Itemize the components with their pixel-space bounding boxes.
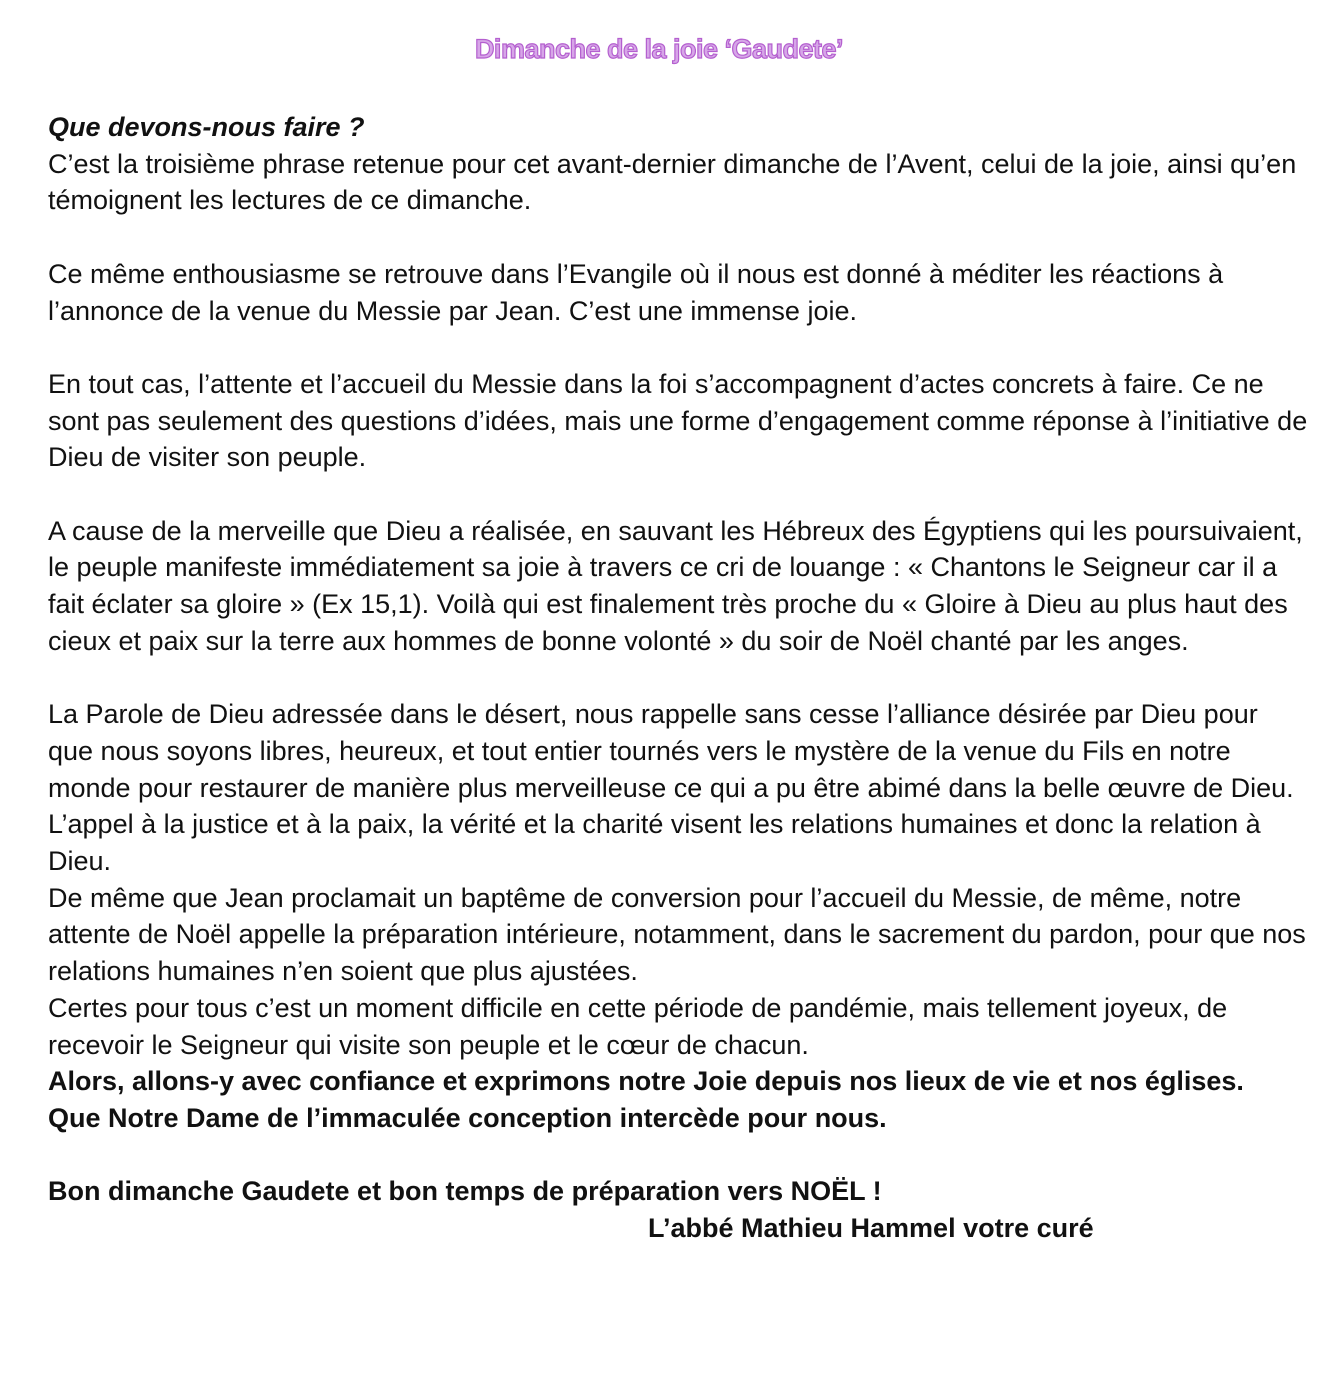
document-page [48, 30, 1310, 1247]
spacer [48, 1137, 1310, 1174]
paragraph-8: Certes pour tous c’est un moment difficile en cette période de pandémie, mais tellement joyeux, de recevoir le Seigneur qui visite son peuple et le cœur de chacun. [48, 992, 1228, 1060]
document-title: Dimanche de la joie ‘Gaudete’ [474, 34, 844, 64]
paragraph-1: C’est la troisième phrase retenue pour cet avant-dernier dimanche de l’Avent, celui de la joie, ainsi qu’en témoignent les lectures de ce dimanche. [48, 148, 1297, 216]
signature: L’abbé Mathieu Hammel votre curé [648, 1213, 1094, 1244]
paragraph-3: En tout cas, l’attente et l’accueil du Messie dans la foi s’accompagnent d’actes concrets à faire. Ce ne sont pas seulement des questions d’idées, mais une forme d’engagement comme réponse à l’initiative de Dieu de visiter son peuple. [48, 368, 1308, 473]
paragraph-2: Ce même enthousiasme se retrouve dans l’Evangile où il nous est donné à méditer les réactions à l’annonce de la venue du Messie par Jean. C’est une immense joie. [48, 258, 1224, 326]
spacer [48, 219, 1310, 256]
paragraph-7: De même que Jean proclamait un baptême de conversion pour l’accueil du Messie, de même, notre attente de Noël appelle la préparation intérieure, notamment, dans le sacrement du pardon, pour que nos relations humaines n’en soient que plus ajustées. [48, 882, 1306, 987]
question-heading: Que devons-nous faire ? [48, 112, 365, 142]
spacer [48, 476, 1310, 513]
paragraph-5: La Parole de Dieu adressée dans le désert, nous rappelle sans cesse l’alliance désirée par Dieu pour que nous soyons libres, heureux, et tout entier tournés vers le mystère de la venue du Fils en notre monde pour restaurer de manière plus merveilleuse ce qui a pu être abimé dans la belle œuvre de Dieu. [48, 699, 1294, 803]
spacer [48, 660, 1310, 697]
paragraph-6: L’appel à la justice et à la paix, la vérité et la charité visent les relations humaines et donc la relation à Dieu. [48, 809, 1261, 876]
closing-greeting: Bon dimanche Gaudete et bon temps de préparation vers NOËL ! [48, 1176, 882, 1207]
closing-prayer: Que Notre Dame de l’immaculée conception intercède pour nous. [48, 1102, 887, 1133]
spacer [48, 329, 1310, 366]
paragraph-4: A cause de la merveille que Dieu a réalisée, en sauvant les Hébreux des Égyptiens qui les poursuivaient, le peuple manifeste immédiatement sa joie à travers ce cri de louange : « Chantons le Seigneur car il a fait éclater sa gloire » (Ex 15,1). Voilà qui est finalement très proche du « Gloire à Dieu au plus haut des cieux et paix sur la terre aux hommes de bonne volonté » du soir de Noël chanté par les anges. [48, 515, 1303, 656]
closing-exhortation: Alors, allons-y avec confiance et exprimons notre Joie depuis nos lieux de vie et nos églises. [48, 1066, 1244, 1097]
